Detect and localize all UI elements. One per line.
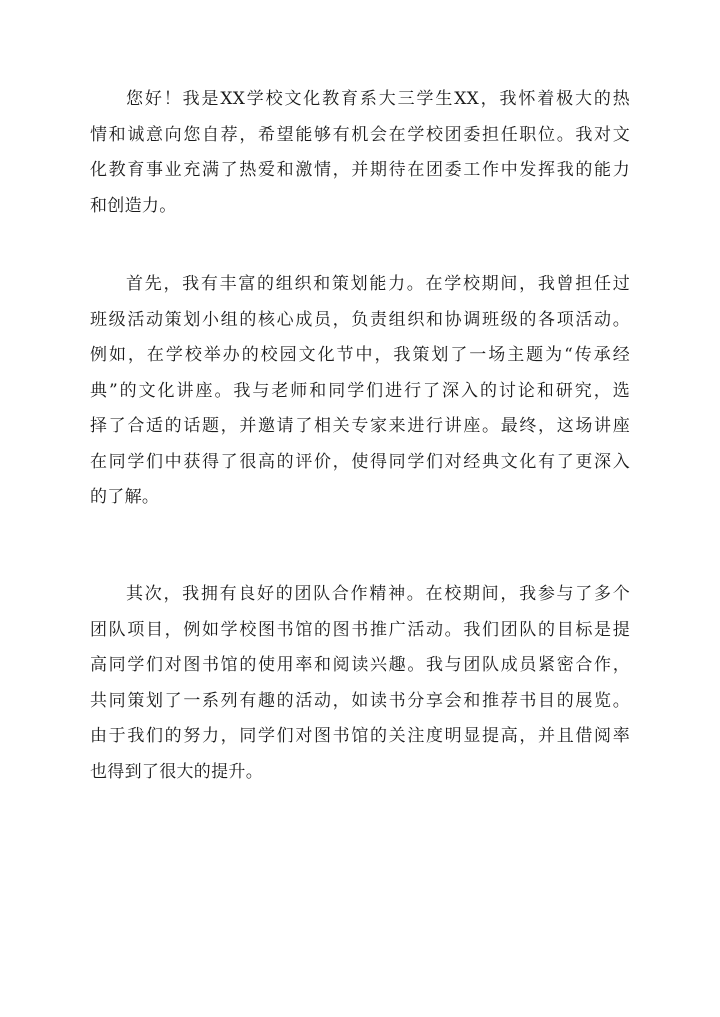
paragraph-line: 和创造力。 [90, 195, 177, 216]
paragraph-line: 也得到了很大的提升。 [90, 761, 263, 782]
paragraph-line: 的了解。 [90, 487, 160, 507]
paragraph-line: 其次，我拥有良好的团队合作精神。在校期间，我参与了多个 [126, 584, 630, 604]
paragraph-line: 在同学们中获得了很高的评价，使得同学们对经典文化有了更深入 [90, 451, 630, 472]
paragraph-line: 情和诚意向您自荐，希望能够有机会在学校团委担任职位。我对文 [90, 124, 630, 145]
paragraph-line: 例如，在学校举办的校园文化节中，我策划了一场主题为“传承经 [90, 345, 630, 365]
paragraph-line: 化教育事业充满了热爱和激情，并期待在团委工作中发挥我的能力 [90, 160, 630, 180]
paragraph-line: 高同学们对图书馆的使用率和阅读兴趣。我与团队成员紧密合作， [90, 655, 630, 675]
paragraph-teamwork [90, 577, 630, 790]
paragraph-organization-skills [90, 267, 630, 516]
paragraph-line: 由于我们的努力，同学们对图书馆的关注度明显提高，并且借阅率 [90, 726, 630, 746]
paragraph-introduction [90, 82, 630, 224]
paragraph-line: 首先，我有丰富的组织和策划能力。在学校期间，我曾担任过 [126, 274, 630, 294]
paragraph-line: 您好！我是XX学校文化教育系大三学生XX，我怀着极大的热 [126, 89, 630, 109]
paragraph-line: 团队项目，例如学校图书馆的图书推广活动。我们团队的目标是提 [90, 619, 630, 640]
paragraph-line: 共同策划了一系列有趣的活动，如读书分享会和推荐书目的展览。 [90, 690, 630, 711]
paragraph-line: 典”的文化讲座。我与老师和同学们进行了深入的讨论和研究，选 [90, 380, 630, 401]
paragraph-line: 择了合适的话题，并邀请了相关专家来进行讲座。最终，这场讲座 [90, 416, 630, 436]
paragraph-line: 班级活动策划小组的核心成员，负责组织和协调班级的各项活动。 [90, 309, 630, 330]
